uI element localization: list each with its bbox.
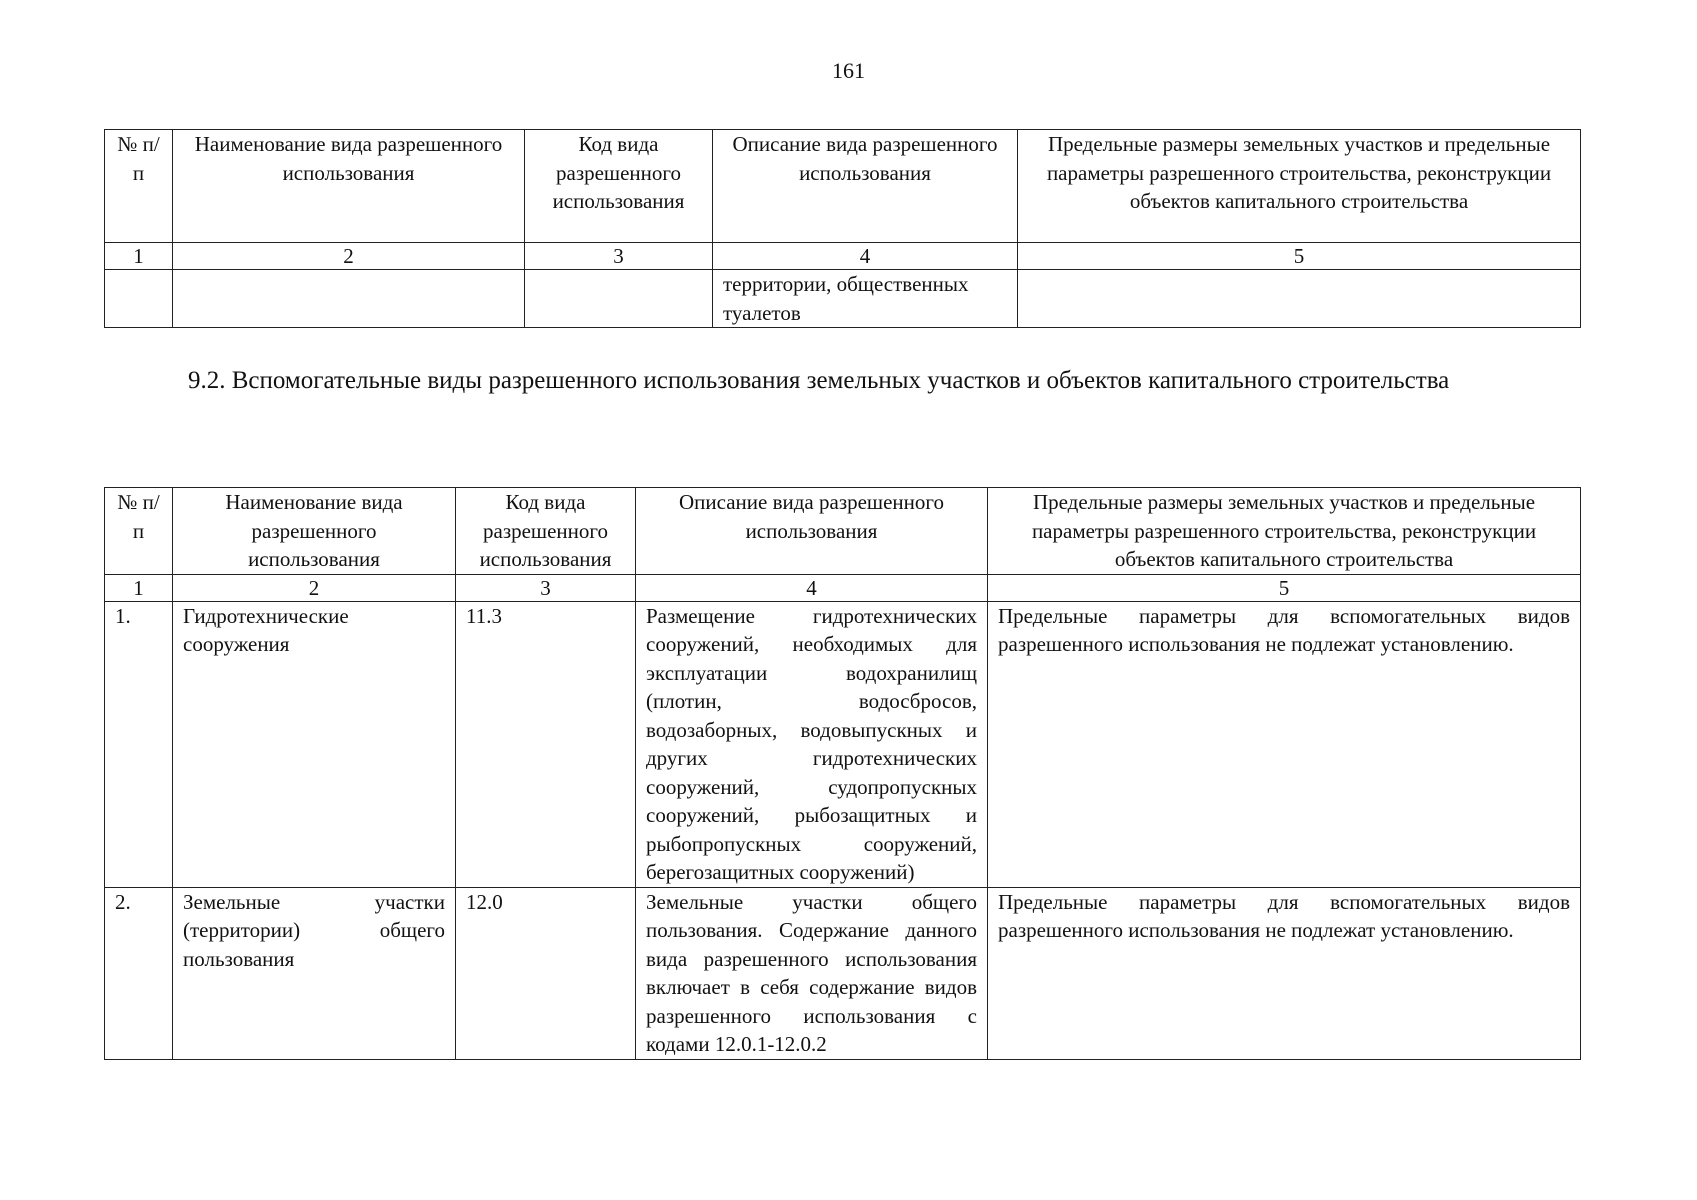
cell-number bbox=[105, 270, 173, 328]
cell-use-name bbox=[173, 270, 525, 328]
header-use-description: Описание вида разрешенного использования bbox=[636, 488, 988, 575]
header-use-code: Код вида разрешенного использования bbox=[456, 488, 636, 575]
header-use-description: Описание вида разрешенного использования bbox=[713, 130, 1018, 243]
cell-number: 2. bbox=[105, 887, 173, 1059]
cell-use-description: Земельные участки общего пользования. Содержание данного вида разрешенного использования включает в себя содержание видов разрешенного использования с кодами 12.0.1-12.0.2 bbox=[636, 887, 988, 1059]
header-use-name: Наименование вида разрешенного использования bbox=[173, 130, 525, 243]
cell-limit-parameters bbox=[1018, 270, 1581, 328]
cell-limit-parameters: Предельные параметры для вспомогательных видов разрешенного использования не подлежат установлению. bbox=[988, 887, 1581, 1059]
section-heading: 9.2. Вспомогательные виды разрешенного использования земельных участков и объектов капитального строительства bbox=[188, 367, 1450, 394]
column-number: 3 bbox=[525, 243, 713, 270]
cell-use-code: 11.3 bbox=[456, 601, 636, 887]
cell-use-description: территории, общественных туалетов bbox=[713, 270, 1018, 328]
table-header-row bbox=[105, 130, 1581, 243]
header-limit-parameters: Предельные размеры земельных участков и предельные параметры разрешенного строительства, реконструкции объектов капитального строительства bbox=[988, 488, 1581, 575]
cell-use-code: 12.0 bbox=[456, 887, 636, 1059]
header-number: № п/п bbox=[105, 488, 173, 575]
cell-use-name: Земельные участки (территории) общего пользования bbox=[173, 887, 456, 1059]
cell-use-description: Размещение гидротехнических сооружений, необходимых для эксплуатации водохранилищ (плотин, водосбросов, водозаборных, водовыпускных и других гидротехнических сооружений, судопропускных сооружений, рыбозащитных и рыбопропускных сооружений, берегозащитных сооружений) bbox=[636, 601, 988, 887]
column-number: 3 bbox=[456, 574, 636, 601]
column-number: 5 bbox=[988, 574, 1581, 601]
column-number: 4 bbox=[713, 243, 1018, 270]
column-numbers-row bbox=[105, 243, 1581, 270]
header-use-name: Наименование вида разрешенного использования bbox=[173, 488, 456, 575]
column-number: 5 bbox=[1018, 243, 1581, 270]
header-number: № п/п bbox=[105, 130, 173, 243]
table-row bbox=[105, 601, 1581, 887]
table-header-row bbox=[105, 488, 1581, 575]
table-row bbox=[105, 887, 1581, 1059]
column-number: 1 bbox=[105, 243, 173, 270]
cell-use-code bbox=[525, 270, 713, 328]
table-auxiliary-uses bbox=[104, 487, 1581, 1060]
column-numbers-row bbox=[105, 574, 1581, 601]
cell-use-name: Гидротехнические сооружения bbox=[173, 601, 456, 887]
page-number: 161 bbox=[832, 58, 865, 83]
column-number: 1 bbox=[105, 574, 173, 601]
column-number: 2 bbox=[173, 243, 525, 270]
column-number: 2 bbox=[173, 574, 456, 601]
cell-limit-parameters: Предельные параметры для вспомогательных видов разрешенного использования не подлежат установлению. bbox=[988, 601, 1581, 887]
table-main-uses-continued bbox=[104, 129, 1581, 328]
table-row bbox=[105, 270, 1581, 328]
cell-number: 1. bbox=[105, 601, 173, 887]
column-number: 4 bbox=[636, 574, 988, 601]
header-limit-parameters: Предельные размеры земельных участков и предельные параметры разрешенного строительства, реконструкции объектов капитального строительства bbox=[1018, 130, 1581, 243]
header-use-code: Код вида разрешенного использования bbox=[525, 130, 713, 243]
